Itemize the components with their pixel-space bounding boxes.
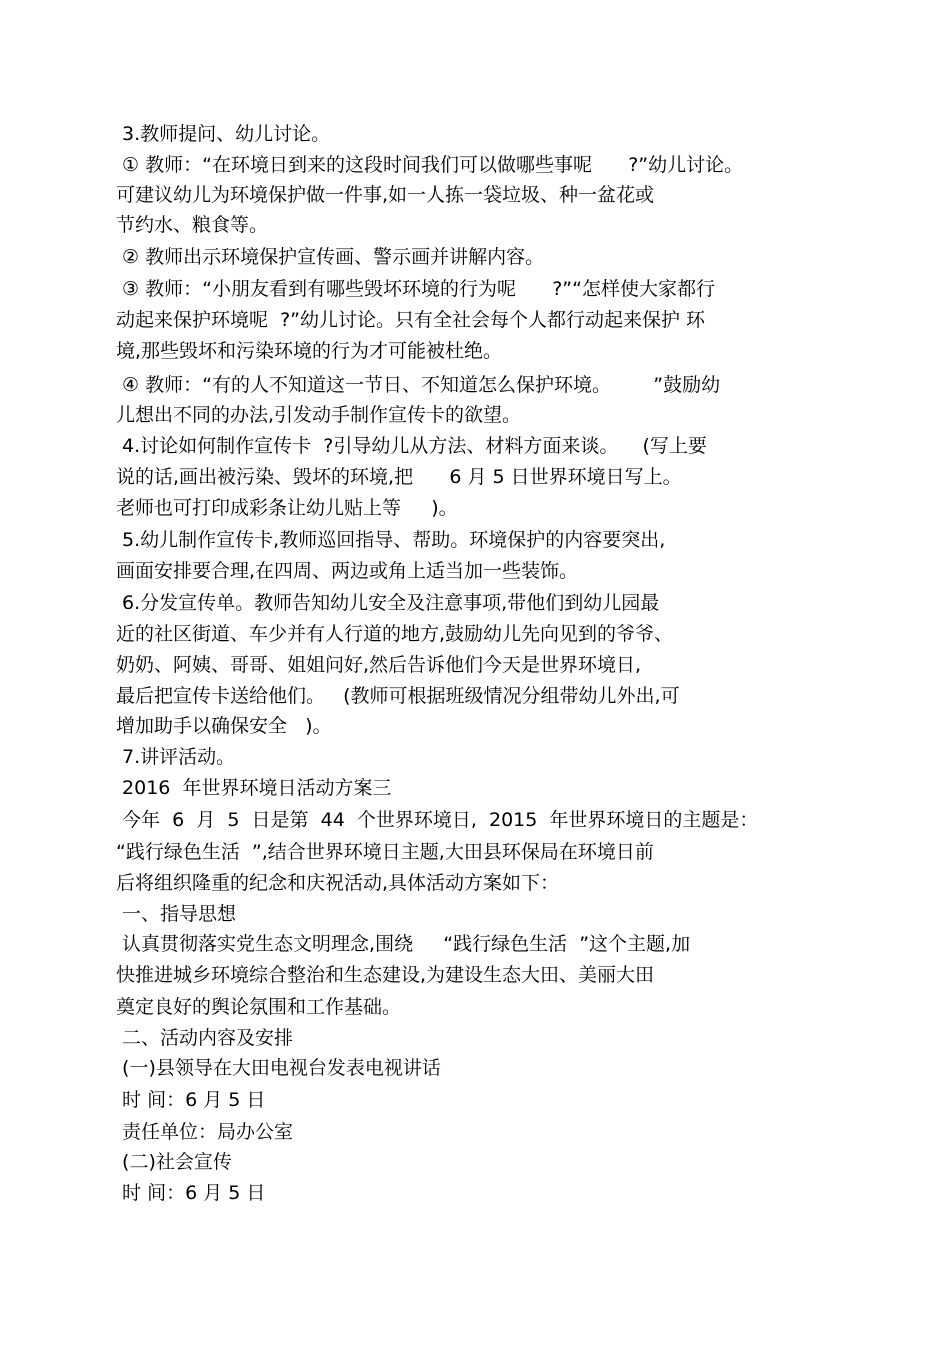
- text-line: 2016 年世界环境日活动方案三: [116, 777, 392, 799]
- text-line: 一、指导思想: [116, 903, 237, 925]
- text-line: 近的社区街道、车少并有人行道的地方,鼓励幼儿先向见到的爷爷、: [116, 623, 674, 645]
- text-line: 今年 6 月 5 日是第 44 个世界环境日, 2015 年世界环境日的主题是：: [116, 809, 759, 831]
- text-line: 儿想出不同的办法,引发动手制作宣传卡的欲望。: [116, 404, 522, 426]
- text-line: 快推进城乡环境综合整治和生态建设,为建设生态大田、美丽大田: [116, 964, 655, 986]
- text-line: 时 间：6 月 5 日: [116, 1089, 266, 1111]
- text-line: ① 教师：“在环境日到来的这段时间我们可以做哪些事呢 ?”幼儿讨论。: [116, 154, 744, 176]
- text-line: 后将组织隆重的纪念和庆祝活动,具体活动方案如下：: [116, 872, 560, 894]
- text-line: 老师也可打印成彩条让幼儿贴上等 )。: [116, 497, 458, 519]
- text-line: 6.分发宣传单。教师告知幼儿安全及注意事项,带他们到幼儿园最: [116, 592, 660, 614]
- text-line: 境,那些毁坏和污染环境的行为才可能被杜绝。: [116, 340, 503, 362]
- text-line: 奠定良好的舆论氛围和工作基础。: [116, 996, 402, 1018]
- text-line: ② 教师出示环境保护宣传画、警示画并讲解内容。: [116, 246, 545, 268]
- text-line: 奶奶、阿姨、哥哥、姐姐问好,然后告诉他们今天是世界环境日,: [116, 654, 642, 676]
- text-line: 4.讨论如何制作宣传卡 ?引导幼儿从方法、材料方面来谈。 (写上要: [116, 435, 707, 457]
- text-line: 7.讲评活动。: [116, 746, 236, 768]
- text-line: 5.幼儿制作宣传卡,教师巡回指导、帮助。环境保护的内容要突出,: [116, 529, 666, 551]
- text-line: 3.教师提问、幼儿讨论。: [116, 123, 331, 145]
- text-line: 认真贯彻落实党生态文明理念,围绕 “践行绿色生活 ”这个主题,加: [116, 933, 691, 955]
- text-line: ④ 教师：“有的人不知道这一节日、不知道怎么保护环境。 ”鼓励幼: [116, 374, 721, 396]
- text-line: (二)社会宣传: [116, 1151, 232, 1173]
- text-line: (一)县领导在大田电视台发表电视讲话: [116, 1057, 441, 1079]
- text-line: “践行绿色生活 ”,结合世界环境日主题,大田县环保局在环境日前: [116, 841, 654, 863]
- text-line: 说的话,画出被污染、毁坏的环境,把 6 月 5 日世界环境日写上。: [116, 466, 682, 488]
- text-line: 最后把宣传卡送给他们。 (教师可根据班级情况分组带幼儿外出,可: [116, 685, 680, 707]
- text-line: 画面安排要合理,在四周、两边或角上适当加一些装饰。: [116, 560, 579, 582]
- text-line: 责任单位：局办公室: [116, 1121, 294, 1143]
- text-line: 节约水、粮食等。: [116, 214, 269, 236]
- text-line: 时 间：6 月 5 日: [116, 1182, 266, 1204]
- text-line: 可建议幼儿为环境保护做一件事,如一人拣一袋垃圾、种一盆花或: [116, 184, 655, 206]
- text-line: ③ 教师：“小朋友看到有哪些毁坏环境的行为呢 ?”“怎样使大家都行: [116, 278, 715, 300]
- text-line: 二、活动内容及安排: [116, 1027, 294, 1049]
- text-line: 动起来保护环境呢 ?”幼儿讨论。只有全社会每个人都行动起来保护 环: [116, 309, 706, 331]
- text-line: 增加助手以确保安全 )。: [116, 715, 332, 737]
